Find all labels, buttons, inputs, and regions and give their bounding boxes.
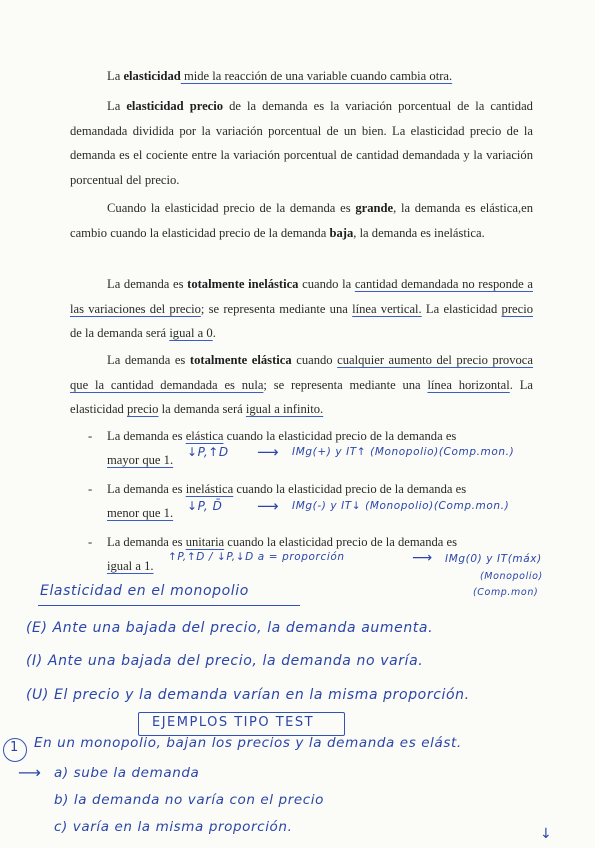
handwritten-b3-b: IMg(0) y IT(máx) xyxy=(445,553,542,565)
handwritten-option-a: a) sube la demanda xyxy=(54,765,200,781)
handwritten-ejemplos: EJEMPLOS TIPO TEST xyxy=(152,715,315,730)
bullet-unitaria: La demanda es unitaria cuando la elasticidad precio de la demanda es igual a 1. xyxy=(107,535,458,573)
heading-underline xyxy=(38,605,300,606)
handwritten-option-c: c) varía en la misma proporción. xyxy=(54,819,293,835)
paragraph-elasticidad-precio: La elasticidad precio de la demanda es la variación porcentual de la cantidad demandada dividida por la variación porcentual de un bien. La elasticidad precio de la demanda es el cociente entre la variación porcentual de cantidad demandada y la variación porcentual del precio. xyxy=(70,99,533,187)
handwritten-line-elastica: (E) Ante una bajada del precio, la demanda aumenta. xyxy=(26,620,434,636)
handwritten-arrow: ⟶ xyxy=(412,550,433,566)
paragraph-grande-baja: Cuando la elasticidad precio de la demanda es grande, la demanda es elástica,en cambio cuando la elasticidad precio de la demanda baja, la demanda es inelástica. xyxy=(70,201,533,240)
bullet-dash: - xyxy=(88,429,93,443)
handwritten-b1-a: ↓P,↑D xyxy=(187,445,229,459)
bullet-inelastica: La demanda es inelástica cuando la elasticidad precio de la demanda es menor que 1. xyxy=(107,482,467,520)
handwritten-heading: Elasticidad en el monopolio xyxy=(40,583,249,599)
handwritten-b2-b: IMg(-) y IT↓ (Monopolio)(Comp.mon.) xyxy=(292,500,510,512)
handwritten-arrow: ⟶ xyxy=(257,497,280,515)
handwritten-b3-a: ↑P,↑D / ↓P,↓D a = proporción xyxy=(168,551,345,563)
down-arrow-icon: ↓ xyxy=(540,826,553,842)
handwritten-arrow: ⟶ xyxy=(18,763,42,782)
bullet-dash: - xyxy=(88,535,93,549)
question-number: 1 xyxy=(10,740,19,755)
handwritten-line-unitaria: (U) El precio y la demanda varían en la misma proporción. xyxy=(26,687,470,703)
handwritten-b2-a: ↓P, D̄ xyxy=(187,499,223,513)
paragraph-elasticidad: La elasticidad mide la reacción de una variable cuando cambia otra. xyxy=(107,69,453,83)
handwritten-b3-d: (Comp.mon) xyxy=(473,587,539,598)
paragraph-totalmente-elastica: La demanda es totalmente elástica cuando cualquier aumento del precio provoca que la cantidad demandada es nula; se representa mediante una línea horizontal. La elasticidad precio la demanda será igual a infinito. xyxy=(70,353,533,416)
handwritten-line-inelastica: (I) Ante una bajada del precio, la demanda no varía. xyxy=(26,653,424,669)
paragraph-totalmente-inelastica: La demanda es totalmente inelástica cuando la cantidad demandada no responde a las variaciones del precio; se representa mediante una línea vertical. La elasticidad precio de la demanda será igual a 0. xyxy=(70,277,533,340)
handwritten-b1-b: IMg(+) y IT↑ (Monopolio)(Comp.mon.) xyxy=(292,446,515,458)
bullet-elastica: La demanda es elástica cuando la elasticidad precio de la demanda es mayor que 1. xyxy=(107,429,457,467)
bullet-dash: - xyxy=(88,482,93,496)
handwritten-arrow: ⟶ xyxy=(257,443,280,461)
handwritten-question: En un monopolio, bajan los precios y la demanda es elást. xyxy=(34,735,462,751)
handwritten-option-b: b) la demanda no varía con el precio xyxy=(54,792,324,808)
handwritten-b3-c: (Monopolio) xyxy=(480,571,543,582)
